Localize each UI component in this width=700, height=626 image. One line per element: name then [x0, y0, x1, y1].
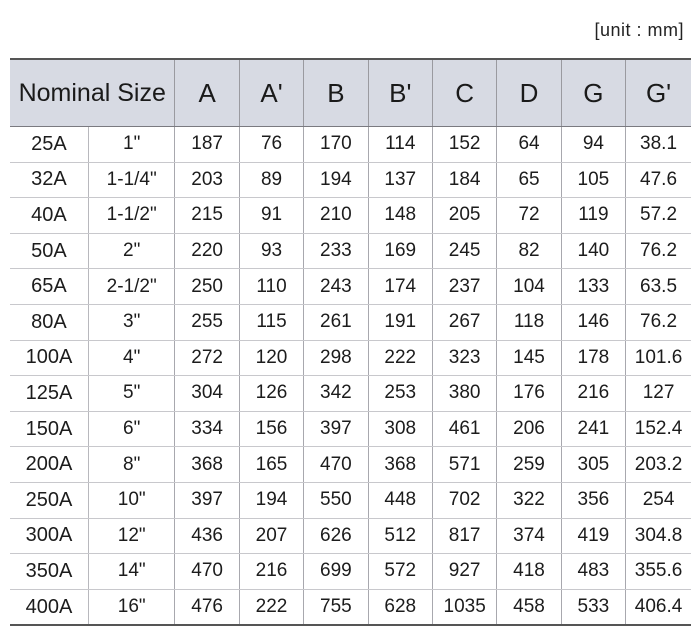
table-row	[10, 340, 691, 376]
table-row	[10, 376, 691, 412]
cell-nominal-size-inch: 5"	[88, 376, 175, 412]
cell-value: 72	[497, 198, 561, 234]
cell-value: 194	[239, 482, 303, 518]
table-row	[10, 518, 691, 554]
cell-value: 342	[304, 376, 368, 412]
cell-value: 47.6	[626, 162, 691, 198]
cell-value: 178	[561, 340, 625, 376]
cell-value: 114	[368, 127, 432, 163]
cell-value: 63.5	[626, 269, 691, 305]
cell-value: 220	[175, 233, 239, 269]
cell-value: 397	[304, 411, 368, 447]
cell-value: 533	[561, 589, 625, 625]
cell-value: 380	[432, 376, 496, 412]
table-body	[10, 127, 691, 626]
cell-value: 259	[497, 447, 561, 483]
cell-nominal-size-a: 80A	[10, 304, 88, 340]
cell-value: 458	[497, 589, 561, 625]
cell-nominal-size-inch: 16"	[88, 589, 175, 625]
cell-value: 65	[497, 162, 561, 198]
table-row	[10, 482, 691, 518]
cell-value: 89	[239, 162, 303, 198]
cell-value: 512	[368, 518, 432, 554]
cell-value: 755	[304, 589, 368, 625]
cell-value: 140	[561, 233, 625, 269]
cell-value: 305	[561, 447, 625, 483]
cell-nominal-size-inch: 4"	[88, 340, 175, 376]
cell-value: 374	[497, 518, 561, 554]
cell-nominal-size-a: 200A	[10, 447, 88, 483]
table-row	[10, 127, 691, 163]
cell-value: 82	[497, 233, 561, 269]
cell-nominal-size-a: 100A	[10, 340, 88, 376]
cell-value: 133	[561, 269, 625, 305]
cell-value: 334	[175, 411, 239, 447]
cell-value: 118	[497, 304, 561, 340]
cell-value: 165	[239, 447, 303, 483]
cell-value: 64	[497, 127, 561, 163]
cell-nominal-size-inch: 14"	[88, 554, 175, 590]
table-row	[10, 198, 691, 234]
cell-value: 127	[626, 376, 691, 412]
cell-value: 191	[368, 304, 432, 340]
table-row	[10, 233, 691, 269]
cell-value: 572	[368, 554, 432, 590]
cell-value: 702	[432, 482, 496, 518]
cell-nominal-size-a: 150A	[10, 411, 88, 447]
cell-value: 184	[432, 162, 496, 198]
table-header-row	[10, 59, 691, 127]
cell-value: 254	[626, 482, 691, 518]
cell-value: 397	[175, 482, 239, 518]
header-col-b-prime: B'	[368, 59, 432, 127]
cell-nominal-size-a: 50A	[10, 233, 88, 269]
cell-value: 101.6	[626, 340, 691, 376]
cell-nominal-size-a: 65A	[10, 269, 88, 305]
cell-value: 187	[175, 127, 239, 163]
cell-value: 322	[497, 482, 561, 518]
cell-nominal-size-inch: 10"	[88, 482, 175, 518]
cell-value: 550	[304, 482, 368, 518]
cell-value: 304	[175, 376, 239, 412]
table-row	[10, 162, 691, 198]
cell-value: 699	[304, 554, 368, 590]
table-row	[10, 589, 691, 625]
cell-nominal-size-inch: 2-1/2"	[88, 269, 175, 305]
cell-nominal-size-a: 25A	[10, 127, 88, 163]
cell-value: 126	[239, 376, 303, 412]
cell-value: 253	[368, 376, 432, 412]
cell-value: 207	[239, 518, 303, 554]
cell-value: 170	[304, 127, 368, 163]
cell-value: 203	[175, 162, 239, 198]
cell-value: 368	[175, 447, 239, 483]
cell-value: 205	[432, 198, 496, 234]
cell-nominal-size-a: 250A	[10, 482, 88, 518]
cell-value: 152	[432, 127, 496, 163]
dimension-table	[10, 58, 691, 626]
table-row	[10, 554, 691, 590]
cell-value: 93	[239, 233, 303, 269]
header-col-c: C	[432, 59, 496, 127]
cell-value: 245	[432, 233, 496, 269]
table-row	[10, 447, 691, 483]
cell-value: 76	[239, 127, 303, 163]
cell-value: 483	[561, 554, 625, 590]
cell-nominal-size-a: 125A	[10, 376, 88, 412]
cell-value: 222	[239, 589, 303, 625]
cell-nominal-size-inch: 1-1/2"	[88, 198, 175, 234]
cell-value: 470	[304, 447, 368, 483]
cell-nominal-size-inch: 12"	[88, 518, 175, 554]
header-col-a-prime: A'	[239, 59, 303, 127]
cell-value: 176	[497, 376, 561, 412]
cell-value: 119	[561, 198, 625, 234]
cell-value: 250	[175, 269, 239, 305]
cell-value: 1035	[432, 589, 496, 625]
cell-value: 57.2	[626, 198, 691, 234]
cell-value: 194	[304, 162, 368, 198]
cell-nominal-size-inch: 6"	[88, 411, 175, 447]
cell-value: 272	[175, 340, 239, 376]
cell-value: 233	[304, 233, 368, 269]
header-nominal-size: Nominal Size	[10, 59, 175, 127]
cell-nominal-size-inch: 3"	[88, 304, 175, 340]
cell-value: 267	[432, 304, 496, 340]
cell-value: 419	[561, 518, 625, 554]
cell-value: 255	[175, 304, 239, 340]
cell-value: 169	[368, 233, 432, 269]
cell-value: 298	[304, 340, 368, 376]
cell-value: 210	[304, 198, 368, 234]
cell-value: 448	[368, 482, 432, 518]
cell-value: 203.2	[626, 447, 691, 483]
unit-label: [unit : mm]	[594, 20, 684, 40]
cell-value: 76.2	[626, 304, 691, 340]
cell-nominal-size-inch: 8"	[88, 447, 175, 483]
cell-value: 406.4	[626, 589, 691, 625]
header-col-b: B	[304, 59, 368, 127]
header-col-a: A	[175, 59, 239, 127]
cell-value: 156	[239, 411, 303, 447]
cell-value: 368	[368, 447, 432, 483]
header-col-d: D	[497, 59, 561, 127]
cell-value: 145	[497, 340, 561, 376]
cell-value: 216	[561, 376, 625, 412]
cell-value: 76.2	[626, 233, 691, 269]
cell-value: 105	[561, 162, 625, 198]
cell-value: 38.1	[626, 127, 691, 163]
cell-value: 261	[304, 304, 368, 340]
cell-nominal-size-a: 400A	[25, 595, 73, 618]
cell-value: 91	[239, 198, 303, 234]
cell-value: 308	[368, 411, 432, 447]
cell-value: 418	[497, 554, 561, 590]
cell-value: 206	[497, 411, 561, 447]
cell-value: 148	[368, 198, 432, 234]
cell-value: 304.8	[626, 518, 691, 554]
cell-value: 120	[239, 340, 303, 376]
cell-value: 216	[239, 554, 303, 590]
cell-value: 215	[175, 198, 239, 234]
cell-value: 137	[368, 162, 432, 198]
cell-value: 476	[175, 589, 239, 625]
cell-nominal-size-a: 40A	[10, 198, 88, 234]
cell-value: 356	[561, 482, 625, 518]
cell-nominal-size-inch: 2"	[88, 233, 175, 269]
cell-value: 152.4	[626, 411, 691, 447]
cell-value: 146	[561, 304, 625, 340]
cell-value: 237	[432, 269, 496, 305]
cell-value: 104	[497, 269, 561, 305]
cell-value: 243	[304, 269, 368, 305]
cell-nominal-size-a: 300A	[10, 518, 88, 554]
cell-value: 94	[561, 127, 625, 163]
cell-value: 110	[239, 269, 303, 305]
cell-nominal-size-inch: 1-1/4"	[88, 162, 175, 198]
cell-value: 470	[175, 554, 239, 590]
cell-value: 571	[432, 447, 496, 483]
cell-value: 626	[304, 518, 368, 554]
cell-value: 817	[432, 518, 496, 554]
cell-value: 241	[561, 411, 625, 447]
cell-value: 927	[432, 554, 496, 590]
cell-value: 222	[368, 340, 432, 376]
cell-nominal-size-inch: 1"	[88, 127, 175, 163]
table-row	[10, 411, 691, 447]
table-row	[10, 304, 691, 340]
cell-value: 355.6	[626, 554, 691, 590]
cell-value: 323	[432, 340, 496, 376]
cell-value: 461	[432, 411, 496, 447]
cell-value: 628	[368, 589, 432, 625]
cell-value: 174	[368, 269, 432, 305]
header-col-g-prime: G'	[626, 59, 691, 127]
cell-nominal-size-a: 32A	[10, 162, 88, 198]
table-row	[10, 269, 691, 305]
cell-value: 436	[175, 518, 239, 554]
cell-value: 115	[239, 304, 303, 340]
header-col-g: G	[561, 59, 625, 127]
cell-nominal-size-a: 350A	[10, 554, 88, 590]
